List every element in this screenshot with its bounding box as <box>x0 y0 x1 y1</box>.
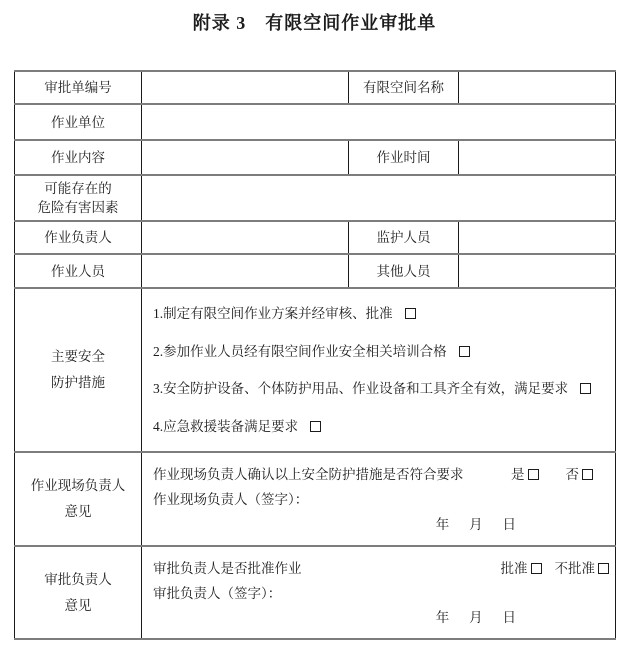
label-site-leader-line2: 意见 <box>64 504 92 519</box>
label-hazards-line1: 可能存在的 <box>44 181 112 196</box>
checkbox-rescue-equipment[interactable] <box>310 421 321 432</box>
approval-form-table <box>14 70 616 640</box>
measure-item-equipment-text: 3.安全防护设备、个体防护用品、作业设备和工具齐全有效，满足要求 <box>153 381 569 397</box>
row-personnel <box>15 254 616 288</box>
measure-item-training <box>153 340 607 360</box>
measure-item-rescue <box>153 415 607 435</box>
field-work-unit[interactable] <box>142 104 616 140</box>
site-confirm-text: 作业现场负责人确认以上安全防护措施是否符合要求 <box>153 467 464 482</box>
approver-question-text: 审批负责人是否批准作业 <box>153 561 302 576</box>
label-workers: 作业人员 <box>15 254 142 288</box>
page-title: 附录 3 有限空间作业审批单 <box>192 13 437 33</box>
approver-opinion-cell <box>142 546 616 639</box>
label-site-leader-opinion <box>15 452 142 546</box>
label-work-content: 作业内容 <box>15 140 142 175</box>
label-work-unit: 作业单位 <box>15 104 142 140</box>
field-work-content[interactable] <box>142 140 349 175</box>
label-work-leader: 作业负责人 <box>15 221 142 254</box>
field-work-leader[interactable] <box>142 221 349 254</box>
label-space-name: 有限空间名称 <box>349 71 459 104</box>
choice-reject <box>555 557 610 577</box>
checkbox-plan-approved[interactable] <box>405 308 416 319</box>
label-approver-opinion <box>15 546 142 639</box>
measure-item-plan <box>153 302 607 322</box>
row-work-content <box>15 140 616 175</box>
label-approver-line1: 审批负责人 <box>44 571 112 587</box>
label-guardian: 监护人员 <box>349 221 459 254</box>
site-leader-opinion-cell <box>142 452 616 546</box>
checkbox-yes[interactable] <box>528 469 539 480</box>
label-safety-measures-line2: 防护措施 <box>51 375 105 390</box>
checkbox-equipment-adequate[interactable] <box>580 383 591 394</box>
row-leaders <box>15 221 616 254</box>
checkbox-approve[interactable] <box>531 563 542 574</box>
measure-item-plan-text: 1.制定有限空间作业方案并经审核、批准 <box>153 306 393 321</box>
choice-yes-label: 是 <box>511 467 525 482</box>
field-space-name[interactable] <box>459 71 616 104</box>
choice-no-label: 否 <box>565 467 579 482</box>
field-workers[interactable] <box>142 254 349 288</box>
checkbox-reject[interactable] <box>598 563 609 574</box>
choice-yes <box>511 463 539 483</box>
label-work-time: 作业时间 <box>349 140 459 175</box>
site-confirm-line <box>153 463 615 483</box>
choice-reject-label: 不批准 <box>554 561 595 576</box>
measure-item-rescue-text: 4.应急救援装备满足要求 <box>153 418 299 434</box>
field-work-time[interactable] <box>459 140 616 175</box>
label-safety-measures <box>15 288 142 452</box>
approver-question-line <box>153 557 615 577</box>
field-hazards[interactable] <box>142 175 616 221</box>
site-leader-date: 年 月 日 <box>435 517 517 532</box>
field-guardian[interactable] <box>459 221 616 254</box>
approver-date: 年 月 日 <box>435 610 517 625</box>
row-hazards <box>15 175 616 221</box>
label-site-leader-line1: 作业现场负责人 <box>30 478 126 493</box>
site-leader-signature-label: 作业现场负责人（签字）： <box>153 492 309 507</box>
safety-measures-cell <box>142 288 616 452</box>
label-approver-line2: 意见 <box>64 597 92 613</box>
label-approval-no: 审批单编号 <box>15 71 142 104</box>
approver-signature-label: 审批负责人（签字）： <box>153 585 282 601</box>
choice-approve-label: 批准 <box>500 561 528 576</box>
checkbox-training-qualified[interactable] <box>459 346 470 357</box>
choice-no <box>566 463 594 483</box>
row-work-unit <box>15 104 616 140</box>
measure-item-training-text: 2.参加作业人员经有限空间作业安全相关培训合格 <box>153 343 447 359</box>
row-approver-opinion <box>15 546 616 639</box>
label-hazards <box>15 175 142 221</box>
field-other-personnel[interactable] <box>459 254 616 288</box>
row-safety-measures <box>15 288 616 452</box>
label-hazards-line2: 危险有害因素 <box>37 200 119 215</box>
field-approval-no[interactable] <box>142 71 349 104</box>
measure-item-equipment <box>153 377 607 397</box>
label-other-personnel: 其他人员 <box>349 254 459 288</box>
choice-approve <box>501 557 542 577</box>
row-site-leader-opinion <box>15 452 616 546</box>
row-approval-no <box>15 71 616 104</box>
label-safety-measures-line1: 主要安全 <box>51 349 105 364</box>
checkbox-no[interactable] <box>582 469 593 480</box>
